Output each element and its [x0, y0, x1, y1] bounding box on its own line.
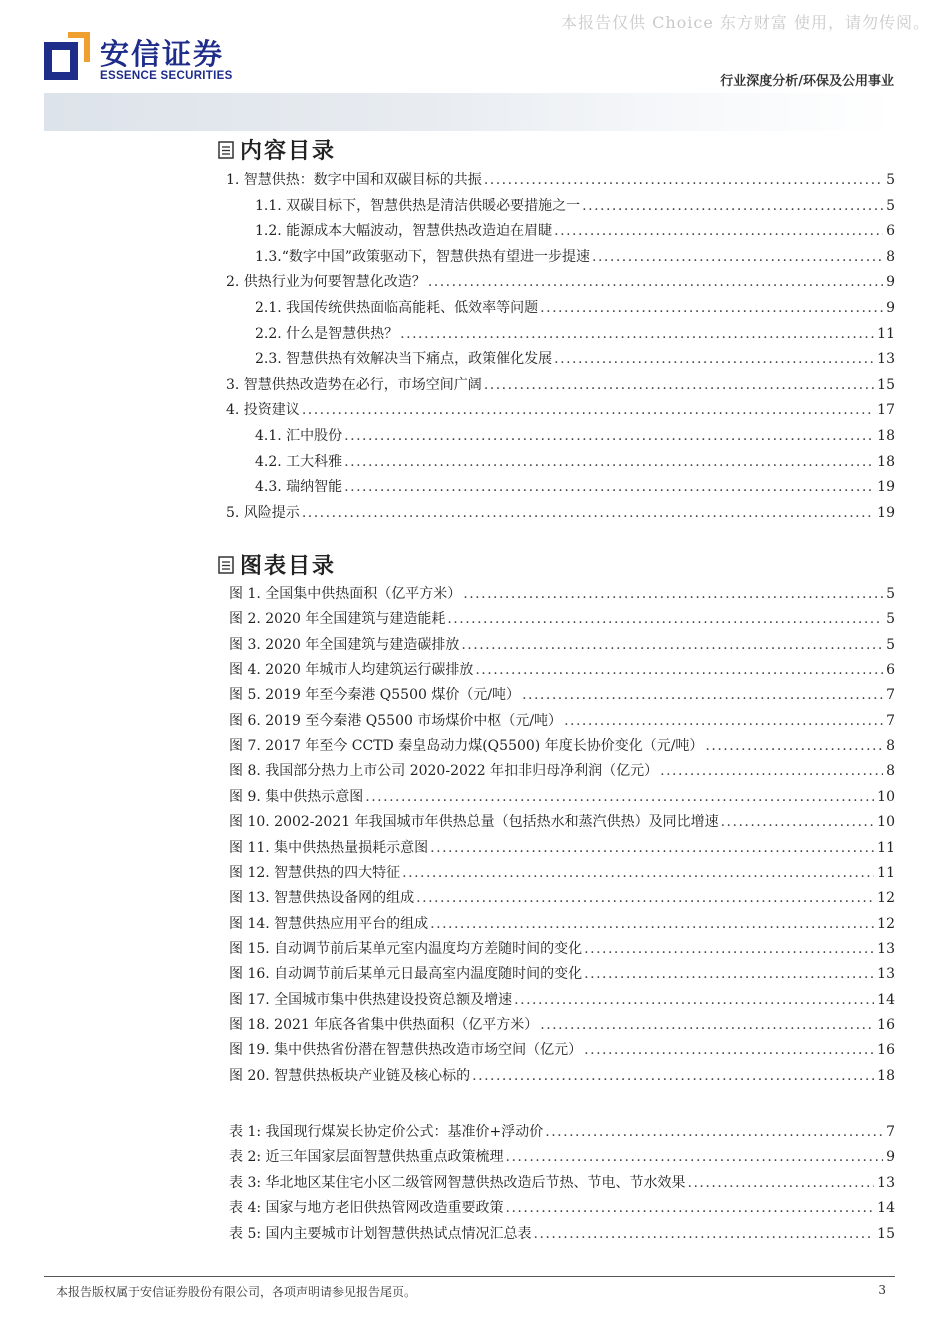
- figure-entry[interactable]: [229, 1039, 895, 1061]
- table-entry-text: 表 5: 国内主要城市计划智慧供热试点情况汇总表: [229, 1225, 532, 1242]
- contents-title: 内容目录: [240, 139, 337, 164]
- toc-entry-page: 5: [886, 197, 895, 214]
- figure-entry-text: 图 14. 智慧供热应用平台的组成: [229, 915, 429, 932]
- figure-entry-page: 13: [877, 966, 895, 983]
- dot-leader: [506, 1197, 875, 1219]
- toc-entry-page: 18: [877, 453, 895, 470]
- figure-entry[interactable]: [229, 583, 895, 605]
- dot-leader: [484, 169, 883, 191]
- toc-entry-text: 1.2. 能源成本大幅波动，智慧供热改造迫在眉睫: [255, 223, 553, 240]
- dot-leader: [472, 1065, 874, 1087]
- figure-entry[interactable]: [229, 913, 895, 935]
- logo-english-name: ESSENCE SECURITIES: [100, 70, 233, 82]
- figure-entry[interactable]: [229, 608, 895, 630]
- footer-divider: [44, 1276, 895, 1277]
- dot-leader: [592, 246, 883, 268]
- figure-entry[interactable]: [229, 684, 895, 706]
- figure-entry[interactable]: [229, 837, 895, 859]
- table-entry[interactable]: [229, 1121, 895, 1143]
- table-entry-text: 表 3: 华北地区某住宅小区二级管网智慧供热改造后节热、节电、节水效果: [229, 1174, 686, 1191]
- footer-disclaimer: 本报告版权属于安信证券股份有限公司，各项声明请参见报告尾页。: [56, 1285, 417, 1299]
- dot-leader: [705, 735, 883, 757]
- toc-entry-text: 2.1. 我国传统供热面临高能耗、低效率等问题: [255, 300, 539, 316]
- figure-entry[interactable]: [229, 786, 895, 808]
- figure-entry-text: 图 12. 智慧供热的四大特征: [229, 864, 401, 881]
- table-entry-text: 表 2: 近三年国家层面智慧供热重点政策梳理: [229, 1149, 504, 1166]
- toc-entry[interactable]: [255, 246, 895, 268]
- figure-entry[interactable]: [229, 1065, 895, 1087]
- figure-entry-page: 14: [877, 991, 895, 1008]
- toc-entry-text: 2. 供热行业为何要智慧化改造？: [226, 274, 426, 291]
- figure-entry-text: 图 7. 2017 年至今 CCTD 秦皇岛动力煤(Q5500) 年度长协价变化（元/吨）: [229, 738, 704, 755]
- toc-entry-page: 13: [877, 351, 895, 368]
- figure-entry-page: 11: [877, 839, 895, 856]
- toc-entry[interactable]: [226, 399, 895, 421]
- figure-entry-text: 图 2. 2020 年全国建筑与建造能耗: [229, 611, 446, 628]
- toc-entry[interactable]: [255, 297, 895, 319]
- dot-leader: [534, 1223, 875, 1245]
- toc-entry-text: 4.2. 工大科雅: [255, 453, 343, 470]
- toc-entry[interactable]: [255, 425, 895, 447]
- dot-leader: [461, 634, 883, 656]
- dot-leader: [554, 348, 874, 370]
- dot-leader: [344, 451, 874, 473]
- dot-leader: [365, 786, 874, 808]
- figure-entry[interactable]: [229, 811, 895, 833]
- dot-leader: [447, 608, 883, 630]
- table-entry-text: 表 1: 我国现行煤炭长协定价公式：基准价+浮动价: [229, 1124, 544, 1140]
- toc-entry[interactable]: [226, 374, 895, 396]
- toc-entry-text: 4.1. 汇中股份: [255, 428, 343, 444]
- toc-entry[interactable]: [255, 195, 895, 217]
- figures-heading: [218, 549, 336, 580]
- table-entry-text: 表 4: 国家与地方老旧供热管网改造重要政策: [229, 1200, 504, 1217]
- figure-entry[interactable]: [229, 760, 895, 782]
- table-entry-page: 9: [886, 1149, 895, 1166]
- dot-leader: [402, 862, 874, 884]
- toc-entry-page: 17: [877, 402, 895, 419]
- figure-entry[interactable]: [229, 710, 895, 732]
- figure-entry[interactable]: [229, 938, 895, 960]
- figure-entry-text: 图 5. 2019 年至今秦港 Q5500 煤价（元/吨）: [229, 687, 521, 704]
- dot-leader: [584, 1039, 874, 1061]
- figure-entry-text: 图 9. 集中供热示意图: [229, 788, 364, 805]
- toc-entry[interactable]: [226, 502, 895, 524]
- toc-entry-page: 11: [877, 325, 895, 342]
- toc-entry-text: 2.3. 智慧供热有效解决当下痛点，政策催化发展: [255, 351, 553, 368]
- toc-entry[interactable]: [255, 476, 895, 498]
- figure-entry-page: 11: [877, 864, 895, 881]
- dot-leader: [582, 195, 883, 217]
- table-entry-page: 14: [877, 1200, 895, 1217]
- toc-entry-page: 6: [886, 223, 895, 240]
- figure-entry-text: 图 1. 全国集中供热面积（亿平方米）: [229, 586, 462, 602]
- watermark: 本报告仅供 Choice 东方财富 使用，请勿传阅。: [561, 13, 930, 32]
- figure-entry[interactable]: [229, 862, 895, 884]
- toc-entry[interactable]: [255, 220, 895, 242]
- figure-entry-text: 图 18. 2021 年底各省集中供热面积（亿平方米）: [229, 1016, 539, 1033]
- dot-leader: [540, 1014, 874, 1036]
- figure-entry[interactable]: [229, 963, 895, 985]
- figure-entry-page: 12: [877, 890, 895, 907]
- toc-entry-page: 5: [886, 172, 895, 188]
- figure-entry-text: 图 17. 全国城市集中供热建设投资总额及增速: [229, 991, 513, 1008]
- figure-entry-page: 5: [886, 636, 895, 653]
- toc-entry[interactable]: [226, 271, 895, 293]
- figure-entry-text: 图 16. 自动调节前后某单元日最高室内温度随时间的变化: [229, 966, 583, 983]
- toc-entry-page: 9: [886, 300, 895, 316]
- dot-leader: [564, 710, 883, 732]
- toc-entry-page: 15: [877, 376, 895, 393]
- document-icon: [218, 556, 234, 574]
- dot-leader: [584, 938, 874, 960]
- figure-entry-page: 5: [886, 586, 895, 602]
- figure-entry[interactable]: [229, 887, 895, 909]
- logo-chinese-name: 安信证券: [100, 37, 225, 71]
- dot-leader: [721, 811, 875, 833]
- figure-entry-text: 图 13. 智慧供热设备网的组成: [229, 890, 415, 907]
- table-entry-page: 7: [886, 1124, 895, 1140]
- dot-leader: [584, 963, 874, 985]
- toc-entry-text: 1.3.“数字中国”政策驱动下，智慧供热有望进一步提速: [255, 248, 591, 265]
- toc-entry-text: 4.3. 瑞纳智能: [255, 479, 343, 496]
- figure-entry-page: 5: [886, 611, 895, 628]
- header-band: [44, 93, 894, 131]
- dot-leader: [430, 837, 874, 859]
- dot-leader: [688, 1172, 875, 1194]
- logo-mark-icon: [44, 32, 90, 80]
- toc-entry-page: 18: [877, 428, 895, 444]
- toc-entry-page: 8: [886, 248, 895, 265]
- figure-entry-text: 图 11. 集中供热热量损耗示意图: [229, 839, 429, 856]
- dot-leader: [416, 887, 874, 909]
- figure-entry[interactable]: [229, 1014, 895, 1036]
- figure-entry-page: 10: [877, 814, 895, 831]
- figure-entry-page: 6: [886, 662, 895, 679]
- toc-entry-text: 1. 智慧供热：数字中国和双碳目标的共振: [226, 172, 482, 188]
- dot-leader: [302, 502, 874, 524]
- dot-leader: [484, 374, 874, 396]
- dot-leader: [660, 760, 883, 782]
- figure-entry-text: 图 10. 2002-2021 年我国城市年供热总量（包括热水和蒸汽供热）及同比增速: [229, 814, 719, 831]
- dot-leader: [302, 399, 874, 421]
- dot-leader: [514, 989, 874, 1011]
- figure-entry-page: 12: [877, 915, 895, 932]
- toc-entry[interactable]: [226, 169, 895, 191]
- table-entry-page: 13: [877, 1174, 895, 1191]
- dot-leader: [344, 425, 874, 447]
- toc-entry-page: 9: [886, 274, 895, 291]
- company-logo: [44, 32, 254, 88]
- figure-entry[interactable]: [229, 634, 895, 656]
- figure-entry[interactable]: [229, 989, 895, 1011]
- toc-entry-text: 3. 智慧供热改造势在必行，市场空间广阔: [226, 376, 482, 393]
- figure-entry-page: 10: [877, 788, 895, 805]
- figure-entry-page: 18: [877, 1067, 895, 1084]
- table-entry-page: 15: [877, 1225, 895, 1242]
- toc-entry-text: 4. 投资建议: [226, 402, 300, 419]
- figure-entry[interactable]: [229, 659, 895, 681]
- dot-leader: [506, 1146, 884, 1168]
- toc-entry-page: 19: [877, 504, 895, 521]
- toc-entry-text: 5. 风险提示: [226, 504, 300, 521]
- toc-entry-text: 1.1. 双碳目标下，智慧供热是清洁供暖必要措施之一: [255, 197, 581, 214]
- toc-entry[interactable]: [255, 323, 895, 345]
- figure-entry[interactable]: [229, 735, 895, 757]
- figure-entry-page: 7: [886, 687, 895, 704]
- toc-entry-text: 2.2. 什么是智慧供热？: [255, 325, 399, 342]
- toc-entry[interactable]: [255, 451, 895, 473]
- figure-entry-text: 图 20. 智慧供热板块产业链及核心标的: [229, 1067, 471, 1084]
- dot-leader: [540, 297, 883, 319]
- toc-entry-page: 19: [877, 479, 895, 496]
- figure-entry-page: 8: [886, 738, 895, 755]
- dot-leader: [428, 271, 883, 293]
- figure-entry-text: 图 3. 2020 年全国建筑与建造碳排放: [229, 636, 460, 653]
- dot-leader: [522, 684, 883, 706]
- figure-entry-page: 8: [886, 763, 895, 780]
- figure-entry-text: 图 8. 我国部分热力上市公司 2020-2022 年扣非归母净利润（亿元）: [229, 763, 659, 780]
- table-entry[interactable]: [229, 1172, 895, 1194]
- dot-leader: [400, 323, 874, 345]
- figure-entry-page: 16: [877, 1042, 895, 1059]
- document-icon: [218, 141, 234, 159]
- figure-entry-text: 图 15. 自动调节前后某单元室内温度均方差随时间的变化: [229, 940, 583, 957]
- figure-entry-text: 图 6. 2019 至今秦港 Q5500 市场煤价中枢（元/吨）: [229, 712, 563, 729]
- figure-entry-text: 图 19. 集中供热省份潜在智慧供热改造市场空间（亿元）: [229, 1042, 583, 1059]
- dot-leader: [344, 476, 874, 498]
- contents-heading: [218, 134, 336, 165]
- figure-entry-page: 13: [877, 940, 895, 957]
- dot-leader: [554, 220, 883, 242]
- figure-entry-text: 图 4. 2020 年城市人均建筑运行碳排放: [229, 662, 474, 679]
- dot-leader: [463, 583, 883, 605]
- dot-leader: [545, 1121, 883, 1143]
- figures-title: 图表目录: [240, 554, 337, 579]
- report-category: 行业深度分析/环保及公用事业: [720, 74, 894, 89]
- figure-entry-page: 7: [886, 712, 895, 729]
- toc-entry[interactable]: [255, 348, 895, 370]
- dot-leader: [430, 913, 874, 935]
- table-entry[interactable]: [229, 1223, 895, 1245]
- figure-entry-page: 16: [877, 1016, 895, 1033]
- table-entry[interactable]: [229, 1197, 895, 1219]
- dot-leader: [475, 659, 883, 681]
- table-entry[interactable]: [229, 1146, 895, 1168]
- page-number: 3: [878, 1283, 886, 1297]
